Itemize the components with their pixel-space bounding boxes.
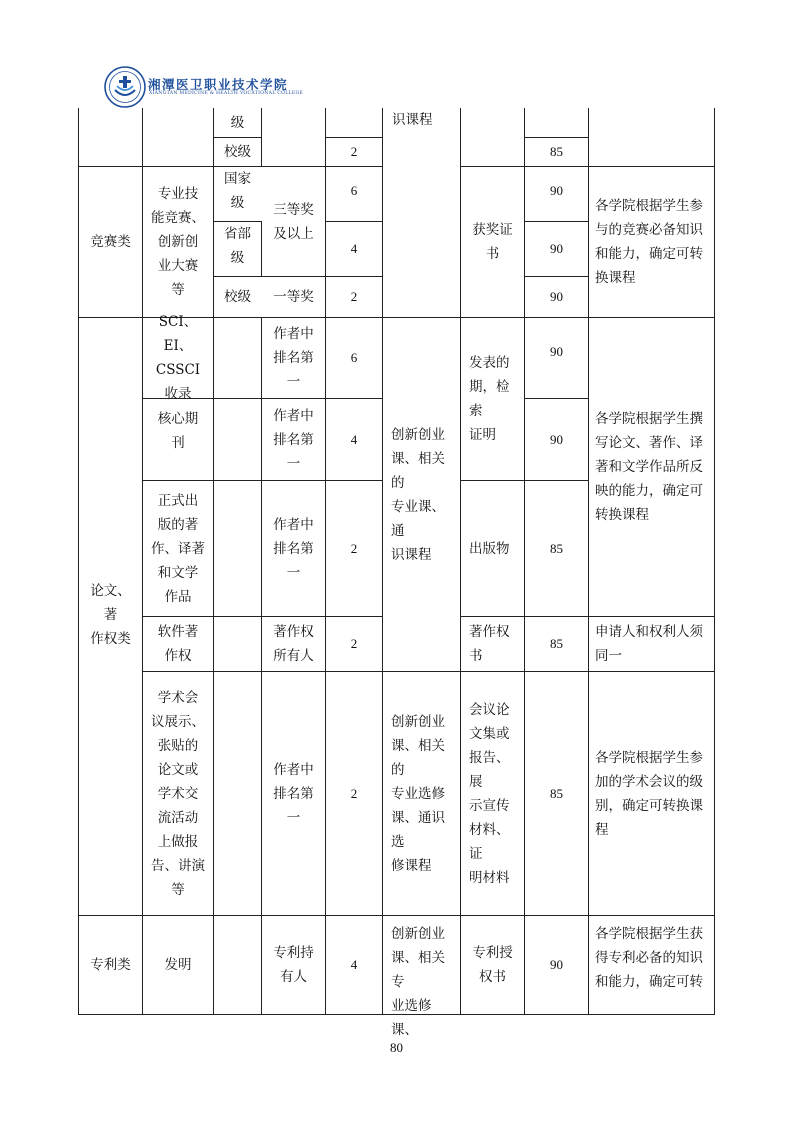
requirement-cell: 三等奖 及以上 (273, 201, 314, 242)
credit-cell: 6 (350, 350, 358, 365)
credit-cell: 4 (350, 431, 358, 447)
score-cell: 85 (550, 540, 563, 556)
page-number: 80 (390, 1040, 403, 1055)
score-cell: 85 (550, 636, 563, 651)
requirement-cell: 一等奖 (273, 289, 314, 305)
level-cell: 国家 级 (224, 171, 251, 211)
project-cell: 专业技 能竞赛、 创新创 业大赛 等 (151, 186, 205, 298)
note-cell: 各学院根据学生撰写论文、著作、译著和文学作品所反映的能力，确定可转换课程 (595, 411, 703, 523)
score-cell: 90 (550, 241, 563, 256)
note-cell: 申请人和权利人须同一 (595, 624, 703, 664)
evidence-cell: 获奖证 书 (472, 222, 513, 262)
project-cell: 学术会 议展示、 张贴的 论文或 学术交 流活动 上做报 告、讲演 等 (151, 689, 205, 898)
credit-cell: 2 (350, 636, 358, 651)
evidence-cell: 专利授 权书 (472, 945, 513, 985)
evidence-cell: 著作权 书 (469, 624, 510, 664)
course-cell: 创新创业 课、相关的 专业课、通 识课程 (391, 426, 445, 563)
requirement-cell: 专利持 有人 (273, 945, 314, 985)
level-cell: 省部 级 (224, 226, 251, 266)
project-cell: 发明 (164, 957, 192, 973)
school-name-cn: 湘潭医卫职业技术学院 (148, 77, 289, 92)
evidence-cell: 发表的 期，检索 证明 (469, 355, 510, 443)
project-cell: 软件著 作权 (157, 624, 199, 664)
note-cell: 各学院根据学生参加的学术会议的级别，确定可转换课程 (595, 749, 703, 838)
credit-cell: 6 (350, 183, 358, 198)
score-cell: 85 (550, 785, 563, 801)
level-cell: 校级 (224, 144, 251, 160)
course-cell: 创新创业 课、相关专 业选修课、 (391, 926, 445, 1038)
note-cell: 各学院根据学生获得专利必备的知识和能力，确定可转 (595, 926, 703, 990)
credit-cell: 2 (350, 540, 358, 556)
course-cell: 识课程 (392, 112, 433, 128)
credit-cell: 2 (350, 785, 358, 801)
requirement-cell: 作者中 排名第 一 (273, 761, 314, 826)
score-cell: 85 (550, 144, 563, 159)
credit-cell: 4 (350, 957, 358, 972)
score-cell: 90 (550, 957, 563, 972)
project-cell: SCI、EI、 CSSCI 收录 (155, 314, 201, 402)
score-cell: 90 (550, 431, 563, 447)
score-cell: 90 (550, 183, 563, 198)
level-cell: 级 (230, 114, 245, 131)
school-name-en: XIANGTAN MEDICINE & HEALTH VOCATIONAL COLLEGE (149, 91, 304, 96)
evidence-cell: 会议论 文集或 报告、展 示宣传 材料、证 明材料 (469, 701, 510, 886)
requirement-cell: 著作权 所有人 (273, 624, 314, 664)
course-cell: 创新创业 课、相关的 专业选修 课、通识选 修课程 (391, 713, 445, 874)
credit-cell: 2 (350, 289, 358, 304)
evidence-cell: 出版物 (469, 540, 510, 557)
requirement-cell: 作者中 排名第 一 (273, 326, 314, 390)
score-cell: 90 (550, 344, 563, 359)
requirement-cell: 作者中 排名第 一 (273, 407, 314, 472)
category-competition: 竞赛类 (90, 234, 131, 250)
credit-cell: 2 (350, 144, 358, 159)
score-cell: 90 (550, 289, 563, 304)
requirement-cell: 作者中 排名第 一 (273, 516, 314, 581)
note-cell: 各学院根据学生参与的竞赛必备知识和能力，确定可转换课程 (595, 198, 703, 286)
credit-cell: 4 (350, 241, 358, 256)
category-patent: 专利类 (90, 957, 131, 973)
project-cell: 核心期 刊 (157, 411, 199, 451)
project-cell: 正式出 版的著 作、译著 和文学 作品 (151, 492, 205, 605)
category-papers: 论文、著 作权类 (90, 583, 131, 647)
level-cell: 校级 (224, 289, 251, 305)
